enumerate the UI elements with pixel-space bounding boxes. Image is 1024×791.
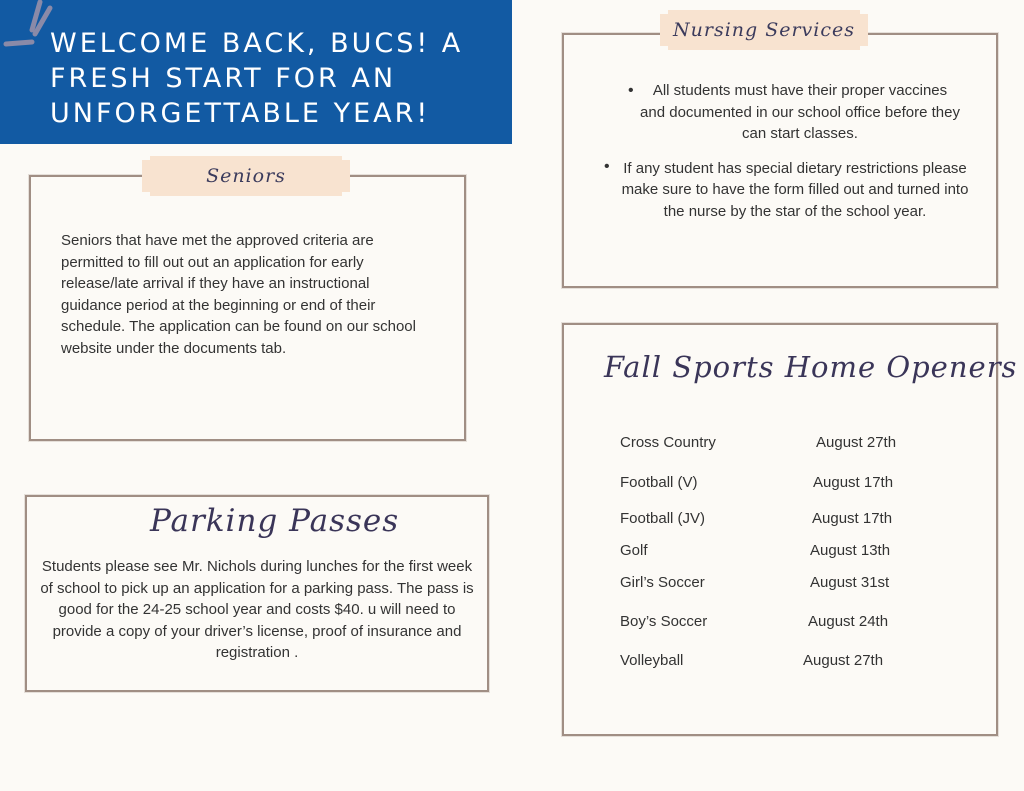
page-title: WELCOME BACK, BUCS! A FRESH START FOR AN UNFORGETTABLE YEAR! [50, 28, 464, 129]
nursing-item-2: If any student has special dietary restrictions please make sure to have the form filled out and turned into the nurse by the star of the school year. [621, 159, 969, 220]
sport-name: Volleyball [620, 652, 684, 669]
sport-date: August 13th [810, 542, 891, 559]
seniors-heading: Seniors [150, 156, 342, 196]
sports-box [562, 323, 1018, 736]
list-item [600, 80, 970, 145]
seniors-body: Seniors that have met the approved criteria are permitted to fill out out an application for early release/late arrival if they have an instructional guidance period at the beginning or end of their schedule. The application can be found on our school website under the documents tab. [61, 232, 416, 357]
sport-name: Cross Country [620, 434, 716, 451]
sport-date: August 17th [812, 510, 893, 527]
sport-date: August 17th [813, 474, 894, 491]
sport-name: Football (V) [620, 474, 698, 491]
nursing-item-1: All students must have their proper vaccines and documented in our school office before they can start classes. [640, 82, 960, 142]
nursing-heading: Nursing Services [668, 10, 860, 50]
list-item [600, 158, 970, 223]
sport-name: Golf [620, 542, 648, 559]
sport-date: August 27th [803, 652, 884, 669]
welcome-banner [0, 0, 512, 144]
sport-name: Boy’s Soccer [620, 613, 708, 630]
brush-stroke-icon [2, 0, 57, 50]
sport-date: August 31st [810, 574, 890, 591]
sport-date: August 27th [816, 434, 897, 451]
parking-heading: Parking Passes [150, 503, 400, 539]
sport-date: August 24th [808, 613, 889, 630]
bullet-icon: • [604, 157, 610, 175]
sport-name: Girl’s Soccer [620, 574, 705, 591]
sport-name: Football (JV) [620, 510, 706, 527]
parking-body: Students please see Mr. Nichols during lunches for the first week of school to pick up an application for a parking pass. The pass is good for the 24-25 school year and costs $40. u will need to provide a copy of your driver’s license, proof of insurance and registration . [40, 558, 474, 661]
nursing-list [600, 80, 970, 222]
sports-heading: Fall Sports Home Openers [604, 350, 1018, 384]
bullet-icon: • [628, 82, 634, 99]
